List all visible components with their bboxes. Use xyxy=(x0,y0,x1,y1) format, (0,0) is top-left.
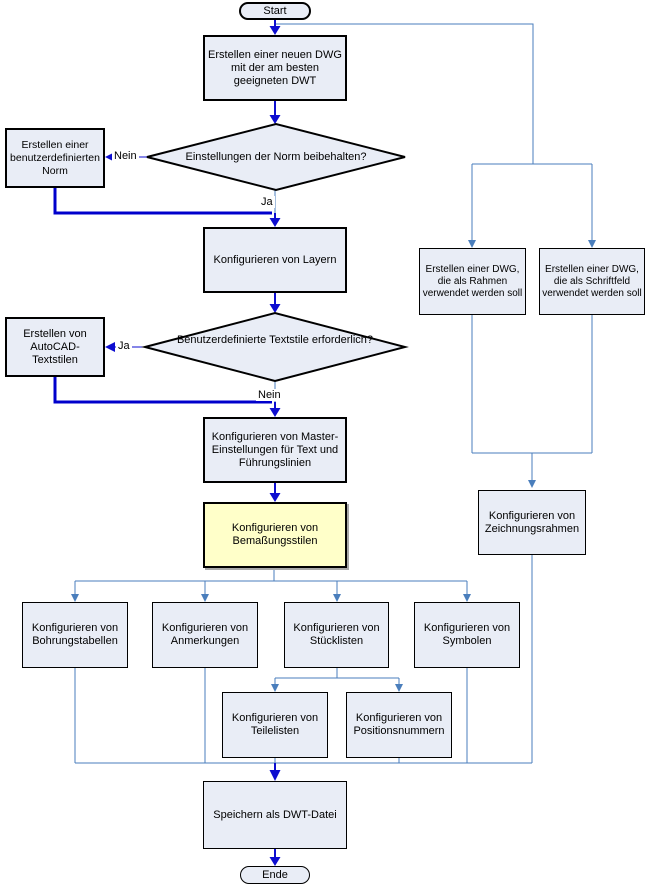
edge-label-nein-norm: Nein xyxy=(114,150,137,162)
arrowhead-textstilen xyxy=(105,342,115,352)
arrowhead-bohrung xyxy=(71,594,79,602)
flow-node-symbolen xyxy=(414,602,520,668)
arrowhead-zeichnungsrahmen xyxy=(528,480,536,488)
flow-node-symbolen-label: Konfigurieren von Symbolen xyxy=(423,622,511,647)
flow-node-zeichnungsrahmen-label: Konfigurieren von Zeichnungsrahmen xyxy=(484,509,580,535)
arrowhead-newdwg xyxy=(270,26,281,35)
flow-node-bohrungstabellen-label: Konfigurieren von Bohrungstabellen xyxy=(31,622,119,647)
terminator-start xyxy=(239,2,311,20)
flow-node-teilelisten-label: Konfigurieren von Teilelisten xyxy=(231,712,319,737)
flow-node-bemassung-label: Konfigurieren von Bemaßungsstilen xyxy=(231,522,319,547)
arrowhead-positionsnummern xyxy=(395,684,403,692)
flow-node-layern-label: Konfigurieren von Layern xyxy=(213,253,337,266)
flow-node-rahmen-dwg-label: Erstellen einer DWG, die als Rahmen verwendet werden soll xyxy=(422,263,523,299)
arrowhead-layern xyxy=(270,218,281,227)
flow-node-new-dwg xyxy=(203,35,347,101)
flow-node-custom-norm-label: Erstellen einer benutzerdefinierten Norm xyxy=(10,138,100,177)
arrowhead-rahmen xyxy=(468,240,476,248)
arrowhead-stuecklisten xyxy=(333,594,341,602)
decision-textstile-label: Benutzerdefinierte Textstile erforderlich? xyxy=(176,334,374,346)
terminator-ende-label: Ende xyxy=(262,868,288,881)
flow-node-schriftfeld-dwg-label: Erstellen einer DWG, die als Schriftfeld verwendet werden soll xyxy=(542,263,642,299)
edge-label-nein-textstile: Nein xyxy=(258,389,281,401)
flow-node-positionsnummern xyxy=(346,692,452,758)
edge-norm-routing xyxy=(55,188,272,213)
flow-node-zeichnungsrahmen xyxy=(478,490,586,555)
flow-node-textstilen xyxy=(5,317,105,377)
flow-node-master-label: Konfigurieren von Master-Einstellungen für Text und Führungslinien xyxy=(211,430,339,469)
arrowhead-ende xyxy=(270,857,281,866)
flow-node-stuecklisten xyxy=(284,602,389,668)
arrowhead-anmerkungen xyxy=(201,594,209,602)
flow-node-custom-norm xyxy=(5,128,105,188)
arrowhead-speichern xyxy=(270,770,281,781)
arrowhead-symbolen xyxy=(463,594,471,602)
arrowhead-schriftfeld xyxy=(588,240,596,248)
arrowhead-decision2 xyxy=(270,304,281,313)
flow-node-bohrungstabellen xyxy=(22,602,128,668)
flow-node-speichern-label: Speichern als DWT-Datei xyxy=(213,808,337,821)
flow-node-schriftfeld-dwg xyxy=(539,248,645,315)
arrowhead-decision1 xyxy=(270,115,281,124)
decision-norm-label: Einstellungen der Norm beibehalten? xyxy=(185,151,367,163)
edge-textstilen-routing xyxy=(55,377,272,402)
edge-label-ja-norm: Ja xyxy=(261,196,273,208)
flow-node-new-dwg-label: Erstellen einer neuen DWG mit der am besten geeigneten DWT xyxy=(208,48,342,87)
terminator-start-label: Start xyxy=(263,4,287,17)
flow-node-anmerkungen-label: Konfigurieren von Anmerkungen xyxy=(161,622,249,647)
flow-node-stuecklisten-label: Konfigurieren von Stücklisten xyxy=(293,622,380,647)
flow-node-teilelisten xyxy=(222,692,328,758)
flow-node-bemassung xyxy=(203,502,347,568)
flow-node-anmerkungen xyxy=(152,602,258,668)
terminator-ende xyxy=(240,866,310,884)
edge-label-ja-textstile: Ja xyxy=(118,340,130,352)
arrowhead-master xyxy=(270,408,281,417)
flow-node-speichern xyxy=(203,781,347,849)
decision-diamond-textstile xyxy=(145,313,405,381)
flow-node-rahmen-dwg xyxy=(419,248,526,315)
flow-node-textstilen-label: Erstellen von AutoCAD-Textstilen xyxy=(23,327,87,366)
flow-node-master xyxy=(203,417,347,483)
arrowhead-teilelisten xyxy=(271,684,279,692)
flow-node-layern xyxy=(203,227,347,293)
flow-node-positionsnummern-label: Konfigurieren von Positionsnummern xyxy=(353,712,445,737)
arrowhead-bemassung xyxy=(270,493,281,502)
